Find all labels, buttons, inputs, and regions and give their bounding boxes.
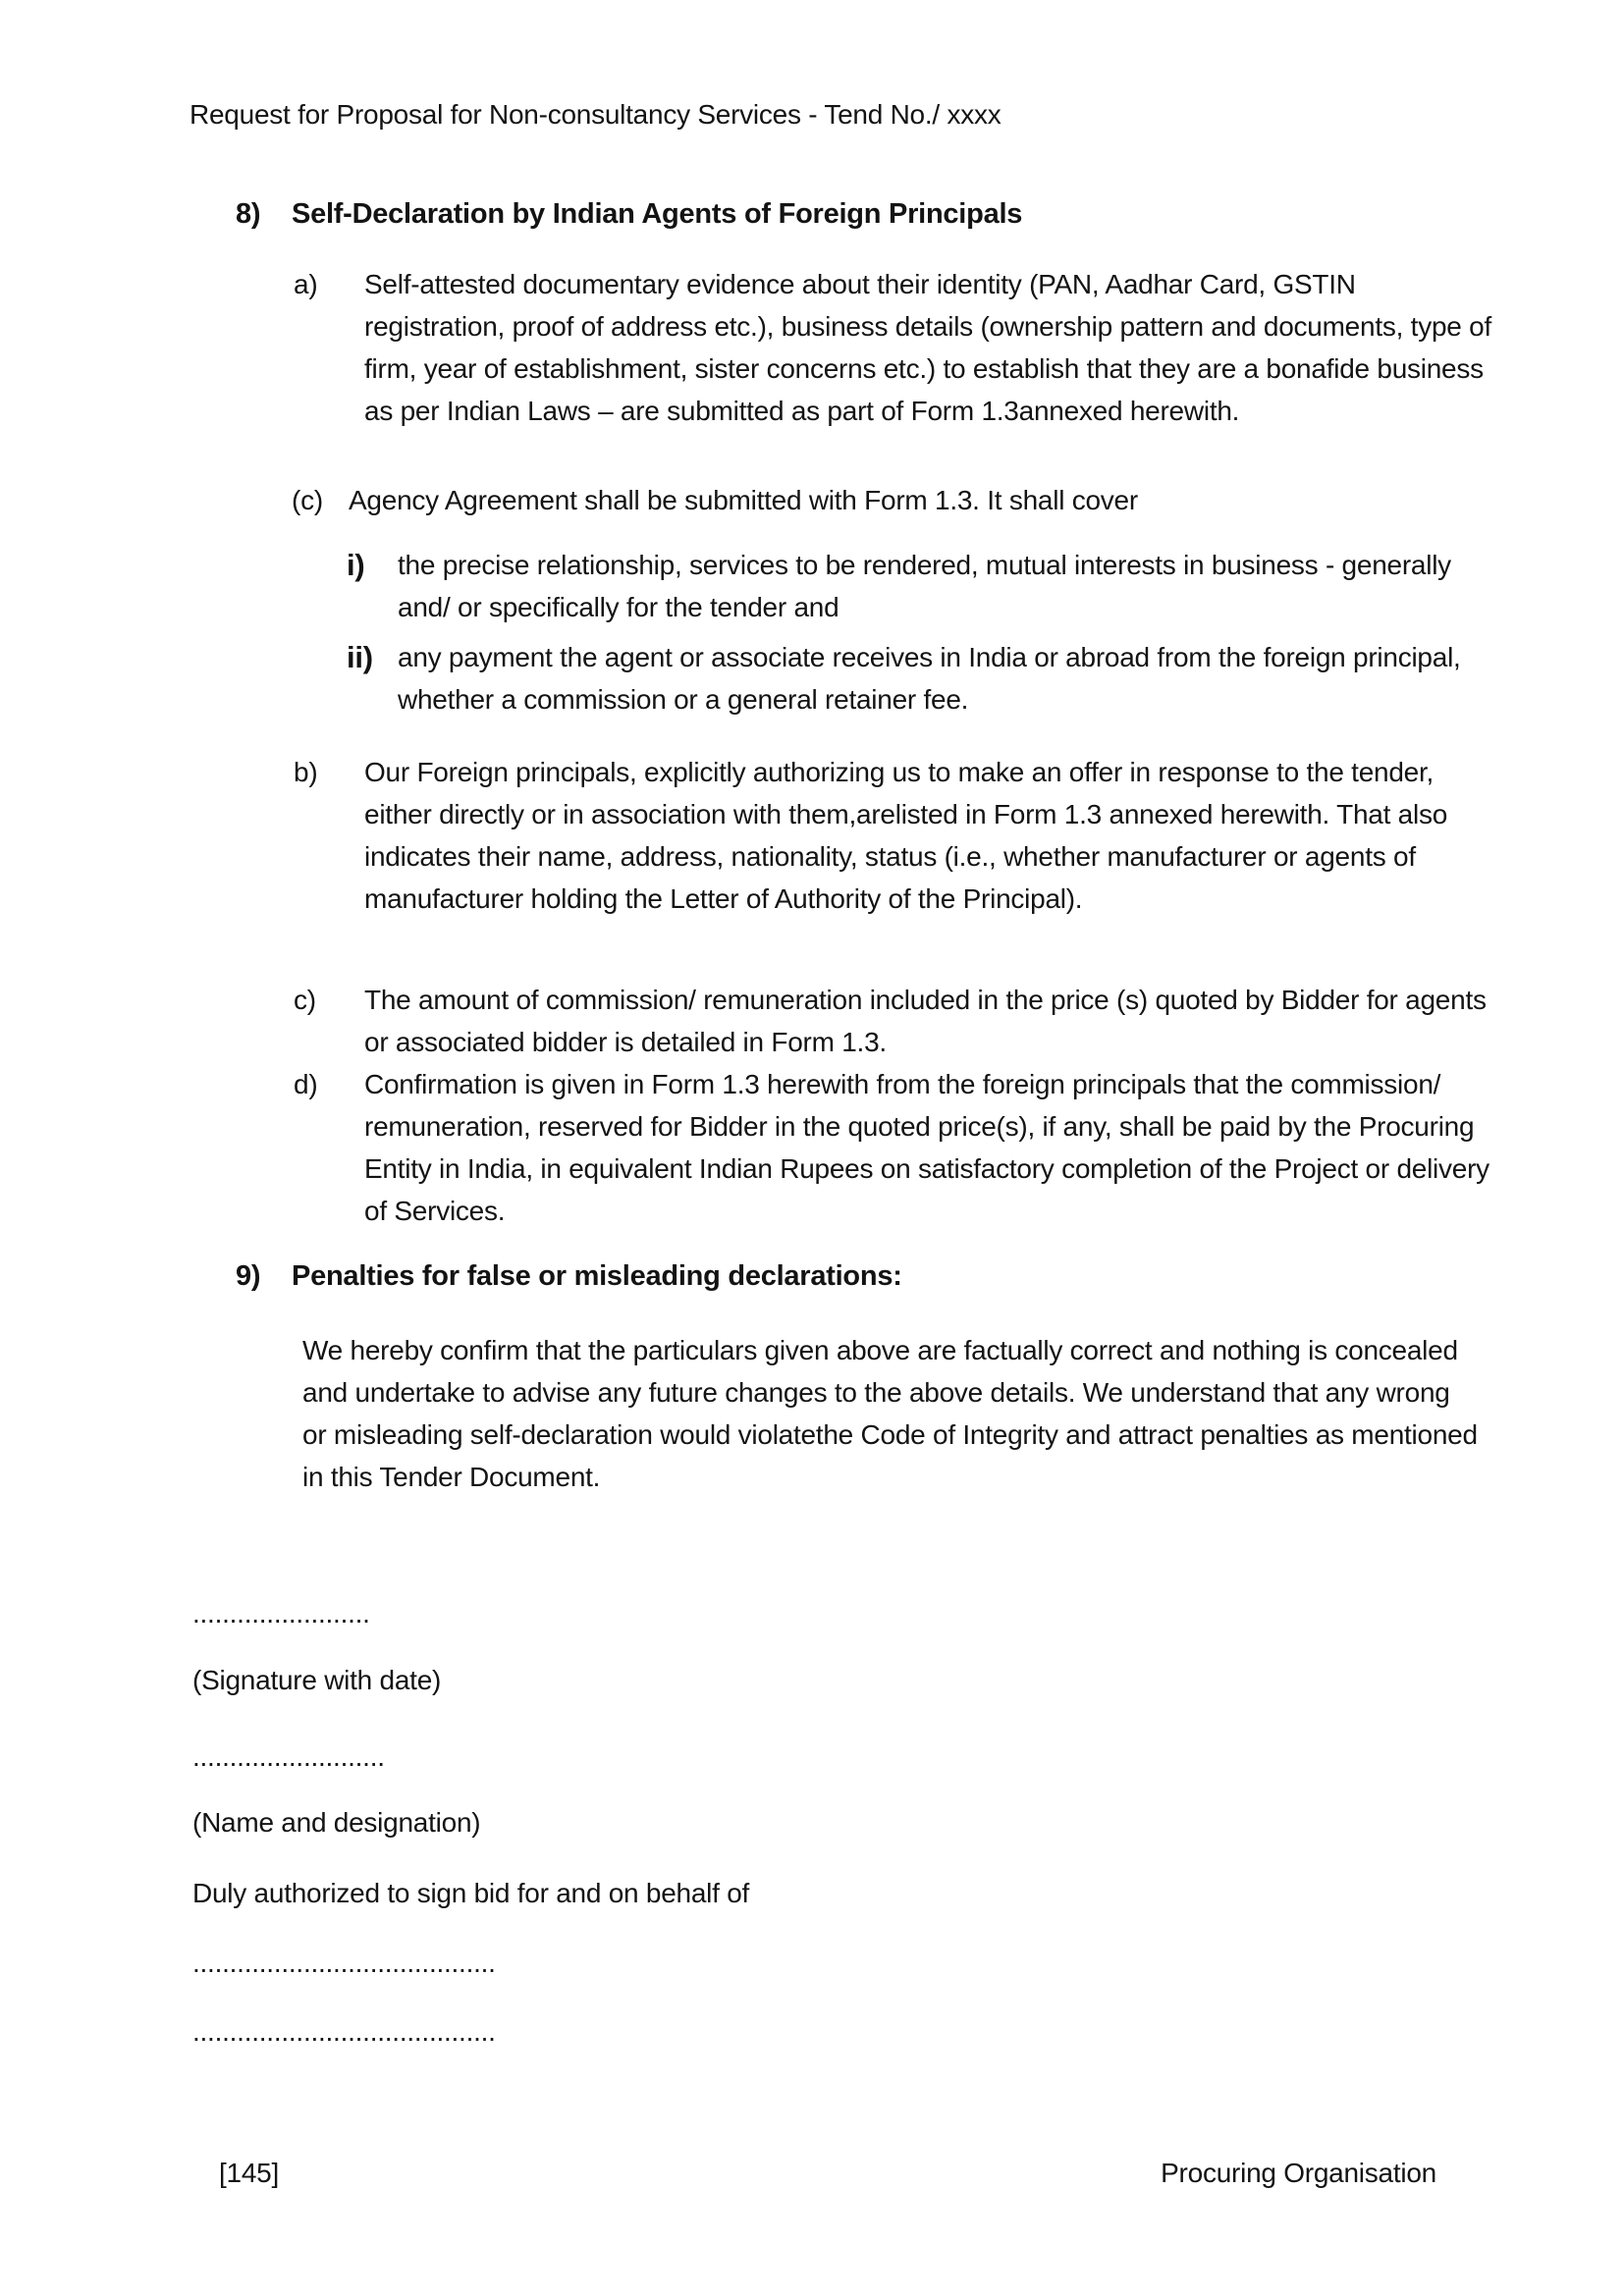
list-item-i (347, 544, 1468, 628)
list-item-c-paren (292, 479, 1478, 521)
signature-dotted-line: ........................ (192, 1598, 370, 1629)
name-designation-label: (Name and designation) (192, 1807, 481, 1838)
list-item-b (294, 751, 1493, 920)
list-item-c (294, 979, 1493, 1063)
list-item-c-text: The amount of commission/ remuneration included in the price (s) quoted by Bidder for agents or associated bidder is detailed in Form 1.3. (364, 985, 1487, 1057)
list-item-i-marker: i) (347, 548, 365, 582)
footer-page-number: [145] (219, 2158, 280, 2188)
list-item-a-text: Self-attested documentary evidence about their identity (PAN, Aadhar Card, GSTIN registration, proof of address etc.), business details (ownership pattern and documents, type of firm, year of establishment, sister concerns etc.) to establish that they are a bonafide business as per Indian Laws – are submitted as part of Form 1.3annexed herewith. (364, 269, 1491, 426)
section-9-paragraph: We hereby confirm that the particulars given above are factually correct and nothing is concealed and undertake to advise any future changes to the above details. We understand that any wrong or misleading self-declaration would violatethe Code of Integrity and attract penalties as mentioned in this Tender Document. (302, 1335, 1478, 1492)
behalf-dotted-line-1: ......................................... (192, 1948, 496, 1978)
list-item-a-marker: a) (294, 269, 318, 299)
list-item-c-paren-text: Agency Agreement shall be submitted with Form 1.3. It shall cover (349, 485, 1138, 515)
list-item-d-marker: d) (294, 1069, 318, 1099)
section-8-title: Self-Declaration by Indian Agents of Foreign Principals (292, 198, 1023, 230)
list-item-b-marker: b) (294, 757, 318, 787)
list-item-ii (347, 636, 1468, 721)
section-9-number: 9) (236, 1260, 261, 1292)
list-item-c-paren-marker: (c) (292, 485, 323, 515)
list-item-d (294, 1063, 1493, 1232)
list-item-d-text: Confirmation is given in Form 1.3 herewith from the foreign principals that the commission/ remuneration, reserved for Bidder in the quoted price(s), if any, shall be paid by the Procuring Entity in India, in equivalent Indian Rupees on satisfactory completion of the Project or delivery of Services. (364, 1069, 1489, 1226)
behalf-dotted-line-2: ......................................... (192, 2016, 496, 2047)
section-9-heading (236, 1255, 902, 1298)
section-8-heading (236, 193, 1022, 236)
list-item-b-text: Our Foreign principals, explicitly authorizing us to make an offer in response to the tender, either directly or in association with them,arelisted in Form 1.3 annexed herewith. That also indicates their name, address, nationality, status (i.e., whether manufacturer or agents of manufacturer holding the Letter of Authority of the Principal). (364, 757, 1448, 914)
signature-label: (Signature with date) (192, 1665, 442, 1695)
page-header-title: Request for Proposal for Non-consultancy Services - Tend No./ xxxx (189, 99, 1001, 130)
footer-organisation: Procuring Organisation (1161, 2158, 1436, 2188)
section-9-title: Penalties for false or misleading declarations: (292, 1260, 902, 1292)
authorization-text: Duly authorized to sign bid for and on behalf of (192, 1878, 750, 1908)
list-item-ii-text: any payment the agent or associate receives in India or abroad from the foreign principal, whether a commission or a general retainer fee. (398, 642, 1461, 715)
list-item-c-marker: c) (294, 985, 316, 1015)
list-item-a (294, 263, 1493, 432)
name-dotted-line: .......................... (192, 1741, 385, 1772)
list-item-ii-marker: ii) (347, 640, 373, 674)
section-8-number: 8) (236, 198, 261, 230)
list-item-i-text: the precise relationship, services to be rendered, mutual interests in business - generally and/ or specifically for the tender and (398, 550, 1451, 622)
